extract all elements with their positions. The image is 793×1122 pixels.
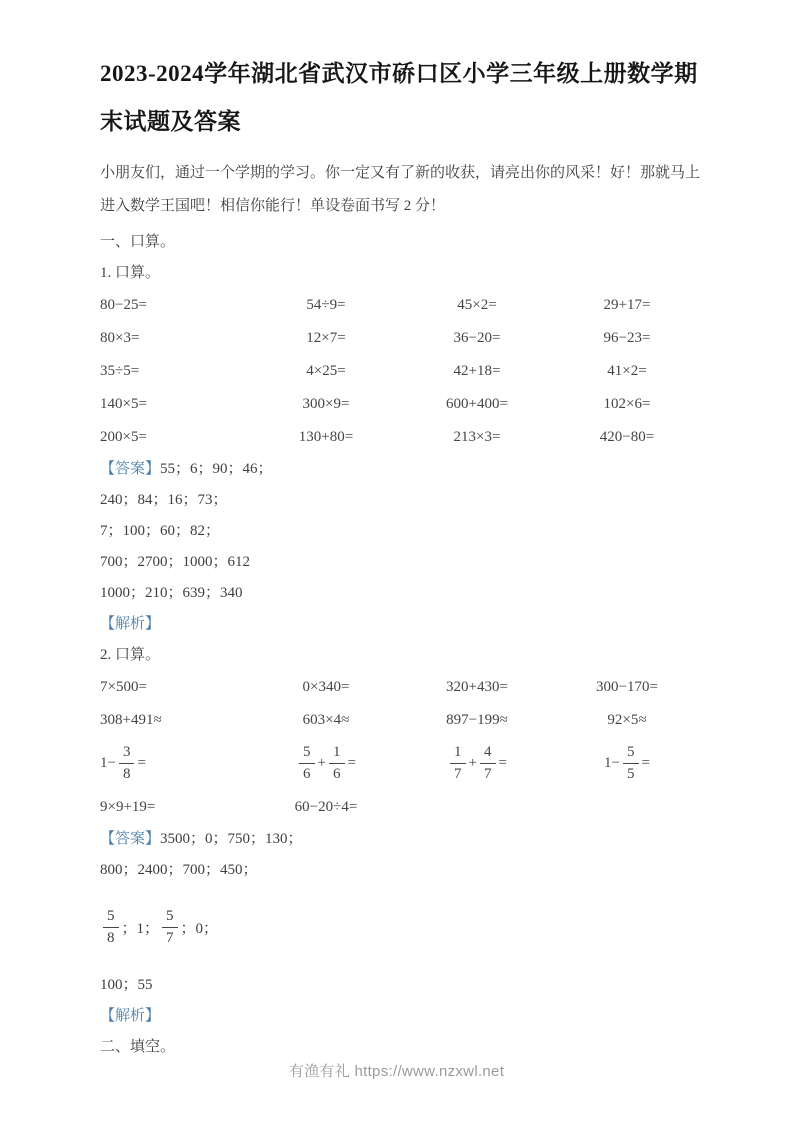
fraction: $\frac{4}{7}$ [480,743,496,784]
q2-last-row [100,791,700,824]
expression: 96−23= [603,329,651,346]
section1-heading: 一、口算。 [100,233,176,250]
fraction: $\frac{5}{7}$ [162,907,178,948]
answer-values: 55；6；90；46； [160,460,273,477]
footer-brand: 有渔有礼 [288,1063,351,1080]
expression-text: ；0； [180,921,219,938]
fraction-expression [100,737,252,791]
answer-label: 【答案】 [100,460,161,477]
expression: 60−20÷4= [294,798,358,815]
question1-label: 1. 口算。 [100,264,161,281]
expression: 320+430= [446,678,508,695]
expression: 300×9= [302,395,350,412]
answer-values: 3500；0；750；130； [160,830,303,847]
q2-answer-line [100,824,700,855]
expression: 12×7= [306,329,346,346]
expression: 36−20= [453,329,501,346]
expression: 102×6= [603,395,651,412]
expression: 35÷5= [100,362,140,379]
expression: 42+18= [453,362,501,379]
section2-heading: 二、填空。 [100,1038,176,1055]
expression-empty [554,791,700,824]
expression: 130+80= [298,428,354,445]
expression-text: ；1； [121,921,160,938]
expression-empty [400,791,554,824]
expression: 0×340= [302,678,350,695]
expression: 308+491≈ [100,711,162,728]
footer-url: https://www.nzxwl.net [354,1063,505,1080]
fraction: $\frac{1}{6}$ [329,743,345,784]
expression: 9×9+19= [100,798,156,815]
expression: 92×5≈ [607,711,647,728]
expression-text: = [137,755,146,772]
expression: 80×3= [100,329,140,346]
expression: 4×25= [306,362,346,379]
expression: 603×4≈ [302,711,350,728]
q2-analysis-line [100,1001,700,1032]
analysis-label: 【解析】 [100,1007,161,1024]
q1-answer-line: 1000；210；639；340 [100,584,243,601]
fraction: $\frac{3}{8}$ [119,743,135,784]
expression: 45×2= [457,296,497,313]
answer-label: 【答案】 [100,830,161,847]
q2-fraction-row [100,737,700,791]
expression-text: = [641,755,650,772]
expression: 300−170= [596,678,658,695]
expression: 7×500= [100,678,147,695]
intro-paragraph: 小朋友们，通过一个学期的学习。你一定又有了新的收获，请亮出你的风采！好！那就马上进入数学王国吧！相信你能行！单设卷面书写 2 分！ [100,164,701,214]
question2-label: 2. 口算。 [100,646,161,663]
fraction: $\frac{1}{7}$ [450,743,466,784]
fraction: $\frac{5}{8}$ [103,907,119,948]
expression: 200×5= [100,428,147,445]
analysis-label: 【解析】 [100,615,161,632]
q2-grid [100,671,700,737]
expression-text: = [347,755,356,772]
q1-answer-line: 7；100；60；82； [100,522,221,539]
expression: 213×3= [453,428,501,445]
expression-text: + [468,755,477,772]
q2-answer-fraction-line [100,901,700,955]
q2-answer-line: 100；55 [100,976,153,993]
expression: 897−199≈ [446,711,508,728]
q1-answer-line: 700；2700；1000；612 [100,553,251,570]
q1-grid [100,289,700,454]
expression: 80−25= [100,296,147,313]
q2-answer-line: 800；2400；700；450； [100,861,258,878]
page-title: 2023-2024学年湖北省武汉市硚口区小学三年级上册数学期末试题及答案 [100,61,698,135]
fraction: $\frac{5}{5}$ [623,743,639,784]
expression-text: + [317,755,326,772]
q1-answer-line [100,454,700,485]
expression: 420−80= [599,428,655,445]
document-content [100,50,700,1063]
expression: 140×5= [100,395,147,412]
fraction: $\frac{5}{6}$ [299,743,315,784]
expression: 600+400= [446,395,508,412]
expression: 54÷9= [306,296,346,313]
fraction-expression [252,737,400,791]
q1-analysis-line [100,609,700,640]
expression-text: = [498,755,507,772]
expression: 29+17= [603,296,651,313]
q1-answer-line: 240；84；16；73； [100,491,228,508]
expression: 41×2= [607,362,647,379]
page-footer [0,1060,793,1081]
expression-text: 1− [604,755,620,772]
fraction-expression [400,737,554,791]
expression-text: 1− [100,755,116,772]
fraction-expression [554,737,700,791]
